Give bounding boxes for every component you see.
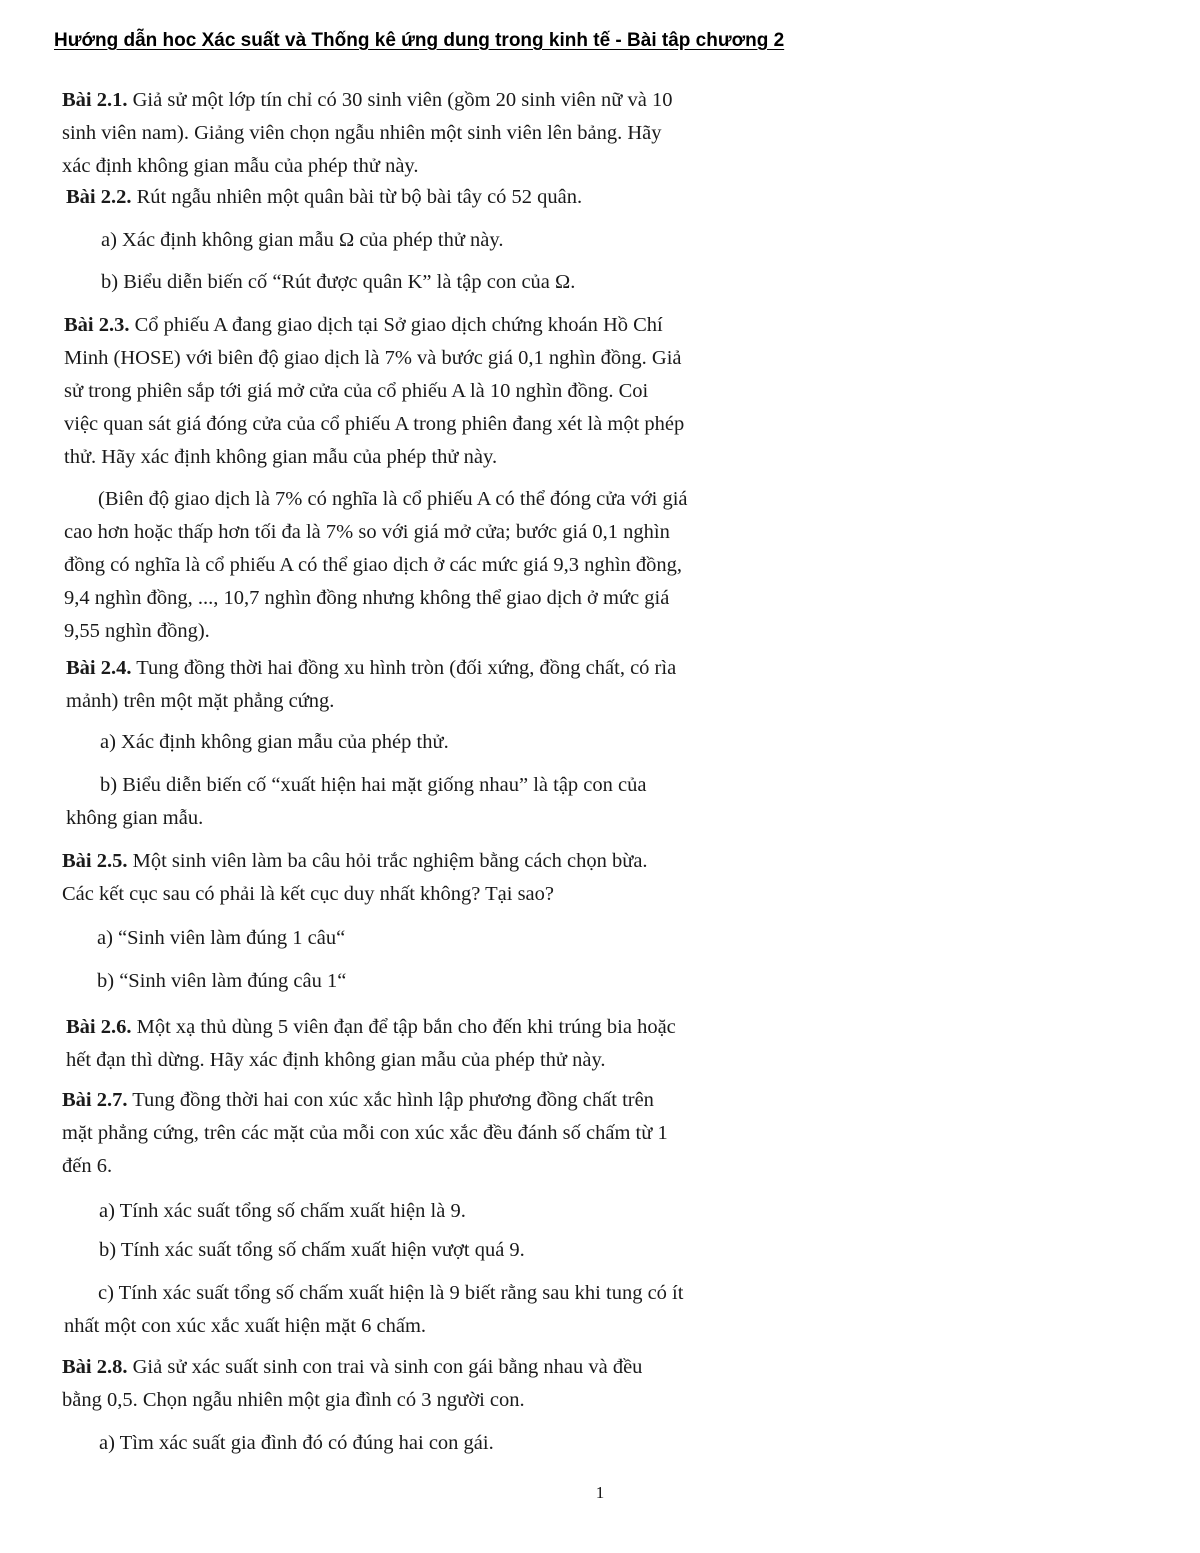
sub-paragraph (64, 1277, 779, 1343)
line-text: việc quan sát giá đóng cửa của cổ phiếu A trong phiên đang xét là một phép (64, 413, 685, 435)
text-line (62, 150, 752, 183)
text-line (62, 1384, 774, 1417)
line-text: không gian mẫu. (66, 807, 204, 829)
line-text: Tung đồng thời hai đồng xu hình tròn (đối xứng, đồng chất, có rìa (131, 657, 677, 679)
line-text: Minh (HOSE) với biên độ giao dịch là 7% và bước giá 0,1 nghìn đồng. Giả (64, 347, 682, 369)
sub-paragraph (99, 1427, 779, 1460)
text-line (101, 266, 761, 299)
sub-paragraph (99, 1195, 779, 1228)
line-text: Tung đồng thời hai con xúc xắc hình lập phương đồng chất trên (127, 1089, 654, 1111)
line-text: (Biên độ giao dịch là 7% có nghĩa là cổ phiếu A có thể đóng cửa với giá (98, 488, 688, 510)
line-text: thử. Hãy xác định không gian mẫu của phép thử này. (64, 446, 498, 468)
text-line (99, 1427, 779, 1460)
line-text: sinh viên nam). Giảng viên chọn ngẫu nhiên một sinh viên lên bảng. Hãy (62, 122, 662, 144)
text-line (64, 549, 769, 582)
text-line (62, 1150, 786, 1183)
exercise-number: Bài 2.4. (66, 657, 132, 679)
sub-paragraph (100, 726, 770, 759)
text-line (97, 965, 777, 998)
text-line (64, 408, 769, 441)
text-line (64, 483, 769, 516)
line-text: Các kết cục sau có phải là kết cục duy nhất không? Tại sao? (62, 883, 555, 905)
text-line (64, 582, 769, 615)
line-text: nhất một con xúc xắc xuất hiện mặt 6 chấm. (64, 1315, 427, 1337)
sub-paragraph (99, 1234, 779, 1267)
line-text: mặt phẳng cứng, trên các mặt của mỗi con xúc xắc đều đánh số chấm từ 1 (62, 1122, 668, 1144)
text-line (66, 181, 756, 214)
exercise-number: Bài 2.6. (66, 1016, 132, 1038)
text-line (62, 878, 780, 911)
line-text: 9,55 nghìn đồng). (64, 620, 210, 642)
line-text: sử trong phiên sắp tới giá mở cửa của cổ phiếu A là 10 nghìn đồng. Coi (64, 380, 649, 402)
text-line (64, 615, 769, 648)
text-line (62, 1117, 786, 1150)
line-text: 9,4 nghìn đồng, ..., 10,7 nghìn đồng nhưng không thể giao dịch ở mức giá (64, 587, 670, 609)
line-text: Giả sử một lớp tín chỉ có 30 sinh viên (gồm 20 sinh viên nữ và 10 (127, 89, 673, 111)
text-line (64, 1277, 779, 1310)
line-text: b) Biểu diễn biến cố “Rút được quân K” là tập con của Ω. (101, 271, 576, 293)
line-text: a) Xác định không gian mẫu của phép thử. (100, 731, 449, 753)
exercise-paragraph (66, 181, 756, 214)
line-text: mảnh) trên một mặt phẳng cứng. (66, 690, 335, 712)
exercise-number: Bài 2.1. (62, 89, 128, 111)
page-number: 1 (595, 1483, 605, 1502)
text-line (66, 1044, 776, 1077)
sub-paragraph (97, 922, 777, 955)
sub-paragraph (101, 266, 761, 299)
text-line (62, 84, 752, 117)
exercise-number: Bài 2.7. (62, 1089, 128, 1111)
exercise-paragraph (62, 1084, 786, 1183)
exercise-number: Bài 2.3. (64, 314, 130, 336)
line-text: xác định không gian mẫu của phép thử này. (62, 155, 419, 177)
text-line (64, 1310, 779, 1343)
line-text: c) Tính xác suất tổng số chấm xuất hiện là 9 biết rằng sau khi tung có ít (98, 1282, 684, 1304)
line-text: b) Biểu diễn biến cố “xuất hiện hai mặt giống nhau” là tập con của (100, 774, 647, 796)
exercise-paragraph (66, 1011, 776, 1077)
line-text: đồng có nghĩa là cổ phiếu A có thể giao dịch ở các mức giá 9,3 nghìn đồng, (64, 554, 683, 576)
line-text: Một sinh viên làm ba câu hỏi trắc nghiệm bằng cách chọn bừa. (127, 850, 648, 872)
line-text: b) “Sinh viên làm đúng câu 1“ (97, 970, 347, 992)
text-line (64, 375, 769, 408)
text-line (66, 769, 771, 802)
text-line (100, 726, 770, 759)
line-text: hết đạn thì dừng. Hãy xác định không gian mẫu của phép thử này. (66, 1049, 606, 1071)
text-line (64, 342, 769, 375)
exercise-paragraph (62, 1351, 774, 1417)
text-line (99, 1234, 779, 1267)
line-text: a) “Sinh viên làm đúng 1 câu“ (97, 927, 346, 949)
text-line (62, 1084, 786, 1117)
exercise-number: Bài 2.8. (62, 1356, 128, 1378)
exercise-paragraph (62, 845, 780, 911)
line-text: a) Xác định không gian mẫu Ω của phép thử này. (101, 229, 504, 251)
sub-paragraph (66, 769, 771, 835)
sub-paragraph (101, 224, 761, 257)
text-line (62, 1351, 774, 1384)
sub-paragraph (97, 965, 777, 998)
line-text: b) Tính xác suất tổng số chấm xuất hiện vượt quá 9. (99, 1239, 525, 1261)
line-text: a) Tính xác suất tổng số chấm xuất hiện là 9. (99, 1200, 466, 1222)
text-line (97, 922, 777, 955)
text-line (66, 652, 771, 685)
line-text: Cổ phiếu A đang giao dịch tại Sở giao dịch chứng khoán Hồ Chí (129, 314, 663, 336)
line-text: Giả sử xác suất sinh con trai và sinh con gái bằng nhau và đều (127, 1356, 643, 1378)
text-line (66, 802, 771, 835)
exercise-paragraph (66, 652, 771, 718)
text-line (62, 845, 780, 878)
line-text: a) Tìm xác suất gia đình đó có đúng hai con gái. (99, 1432, 494, 1454)
text-line (64, 309, 769, 342)
sub-paragraph (64, 483, 769, 648)
exercise-paragraph (64, 309, 769, 474)
text-line (64, 441, 769, 474)
exercise-paragraph (62, 84, 752, 183)
text-line (66, 685, 771, 718)
text-line (101, 224, 761, 257)
exercise-number: Bài 2.5. (62, 850, 128, 872)
line-text: đến 6. (62, 1155, 113, 1177)
line-text: Rút ngẫu nhiên một quân bài từ bộ bài tây có 52 quân. (131, 186, 583, 208)
text-line (66, 1011, 776, 1044)
line-text: bằng 0,5. Chọn ngẫu nhiên một gia đình có 3 người con. (62, 1389, 525, 1411)
page-title: Hướng dẫn hoc Xác suất và Thống kê ứng dung trong kinh tế - Bài tâp chương 2 (54, 30, 785, 51)
line-text: cao hơn hoặc thấp hơn tối đa là 7% so với giá mở cửa; bước giá 0,1 nghìn (64, 521, 670, 543)
text-line (64, 516, 769, 549)
text-line (62, 117, 752, 150)
exercise-number: Bài 2.2. (66, 186, 132, 208)
line-text: Một xạ thủ dùng 5 viên đạn để tập bắn cho đến khi trúng bia hoặc (131, 1016, 676, 1038)
text-line (99, 1195, 779, 1228)
